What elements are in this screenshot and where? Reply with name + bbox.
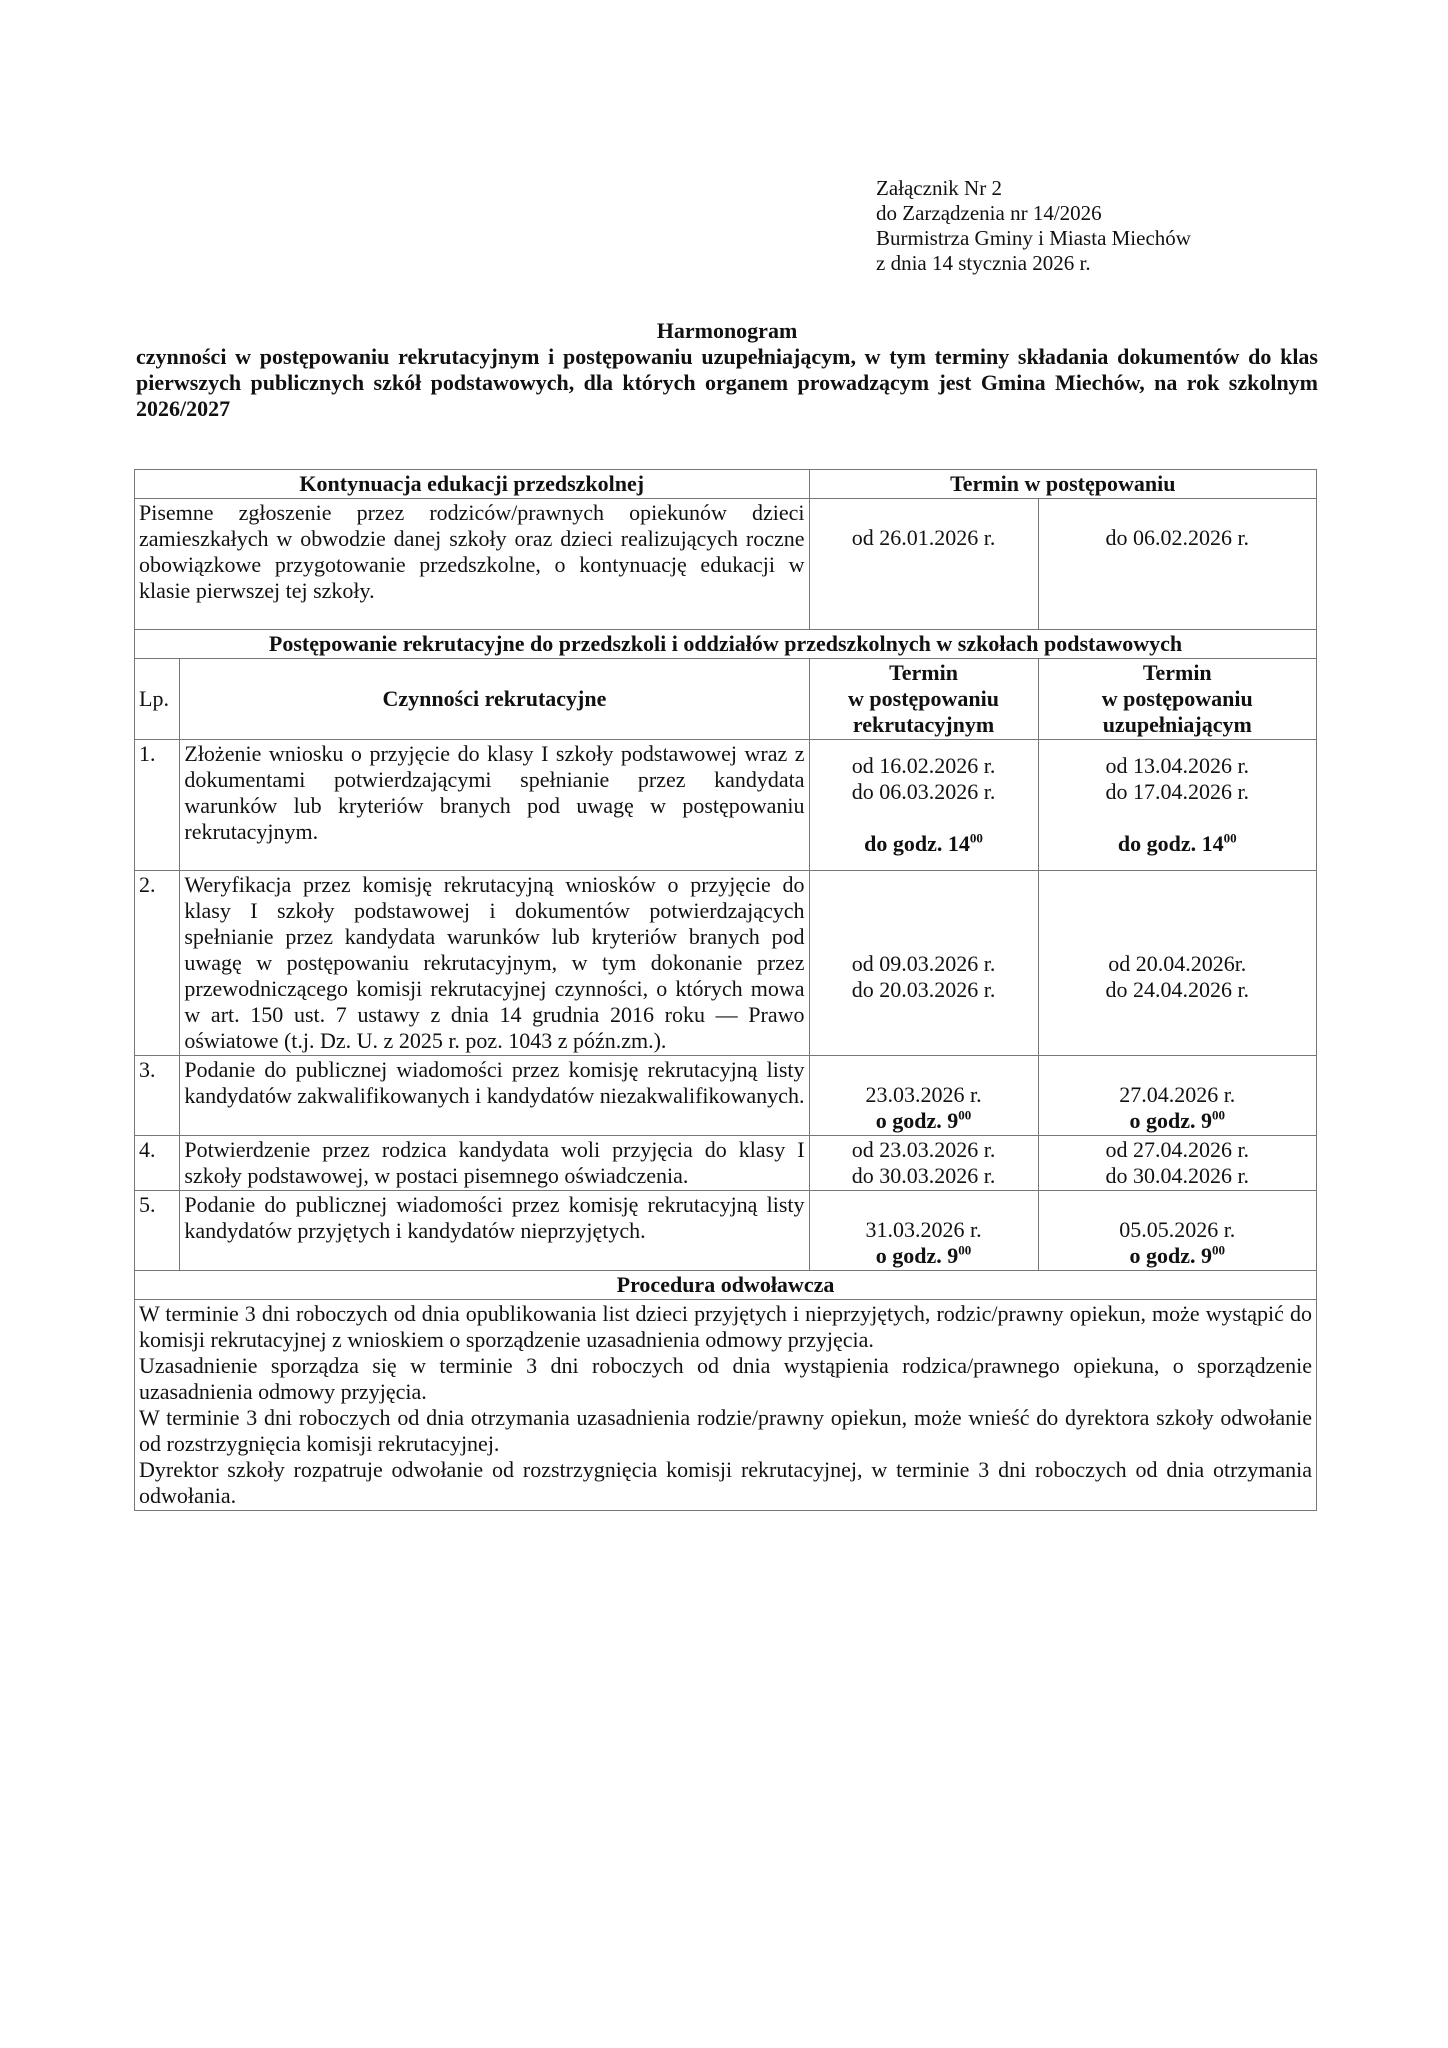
continuation-row — [135, 499, 1317, 630]
appeal-paragraph: W terminie 3 dni roboczych od dnia opublikowania list dzieci przyjętych i nieprzyjętych, rodzic/prawny opiekun, może wystąpić do komisji rekrutacyjnej z wnioskiem o sporządzenie uzasadnienia odmowy przyjęcia. — [139, 1301, 1312, 1352]
column-header-term-supplementary — [1038, 659, 1317, 740]
term-time: o godz. $9^{00}$ — [1129, 1107, 1225, 1133]
ordinance-reference: do Zarządzenia nr 14/2026 — [876, 201, 1102, 225]
appeal-paragraph: W terminie 3 dni roboczych od dnia otrzymania uzasadnienia rodzie/prawny opiekun, może wnieść do dyrektora szkoły odwołanie od rozstrzygnięcia komisji rekrutacyjnej. — [139, 1405, 1312, 1456]
table-row — [135, 1056, 1317, 1136]
column-header-lp: Lp. — [135, 659, 180, 740]
term-date: 31.03.2026 r. — [865, 1217, 982, 1242]
table-row — [135, 740, 1317, 871]
continuation-header-row — [135, 470, 1317, 499]
appeal-body-row — [135, 1300, 1317, 1511]
document-title: Harmonogram — [656, 318, 798, 343]
term-start: od 27.04.2026 r. — [1105, 1137, 1250, 1162]
continuation-date-to: do 06.02.2026 r. — [1038, 499, 1317, 630]
term-main-label-1: Termin — [889, 660, 958, 685]
term-start: od 16.02.2026 r. — [851, 753, 996, 778]
recruitment-header-row — [135, 659, 1317, 740]
row-number: 1. — [135, 740, 180, 871]
term-start: od 09.03.2026 r. — [851, 951, 996, 976]
row-activity: Złożenie wniosku o przyjęcie do klasy I szkoły podstawowej wraz z dokumentami potwierdzającymi spełnianie przez kandydata warunków lub kryteriów branych pod uwagę w postępowaniu rekrutacyjnym. — [180, 740, 809, 871]
row-number: 3. — [135, 1056, 180, 1136]
ordinance-date: z dnia 14 stycznia 2026 r. — [876, 251, 1091, 275]
issuing-authority: Burmistrza Gminy i Miasta Miechów — [876, 226, 1191, 250]
appeal-paragraph: Uzasadnienie sporządza się w terminie 3 dni roboczych od dnia wystąpienia rodzica/prawnego opiekuna, o sporządzenie uzasadnienia odmowy przyjęcia. — [139, 1353, 1312, 1404]
term-supp-label-2: w postępowaniu — [1101, 686, 1253, 711]
term-supp-label-3: uzupełniającym — [1102, 712, 1252, 737]
recruitment-section-title: Postępowanie rekrutacyjne do przedszkoli i oddziałów przedszkolnych w szkołach podstawowych — [135, 630, 1317, 659]
term-deadline-time: do godz. $14^{00}$ — [864, 830, 983, 856]
continuation-header: Kontynuacja edukacji przedszkolnej — [135, 470, 810, 499]
attachment-number: Załącznik Nr 2 — [876, 176, 1002, 200]
column-header-term-main — [809, 659, 1038, 740]
term-date: 23.03.2026 r. — [865, 1082, 982, 1107]
row-activity: Weryfikacja przez komisję rekrutacyjną wniosków o przyjęcie do klasy I szkoły podstawowej i dokumentów potwierdzających spełnianie przez kandydata warunków lub kryteriów branych pod uwagę w postępowaniu rekrutacyjnym, w tym dokonanie przez przewodniczącego komisji rekrutacyjnej czynności, o których mowa w art. 150 ust. 7 ustawy z dnia 14 grudnia 2016 roku — Prawo oświatowe (t.j. Dz. U. z 2025 r. poz. 1043 z późn.zm.). — [180, 871, 809, 1056]
row-activity: Podanie do publicznej wiadomości przez komisję rekrutacyjną listy kandydatów zakwalifikowanych i kandydatów niezakwalifikowanych. — [180, 1056, 809, 1136]
term-end: do 06.03.2026 r. — [851, 779, 996, 804]
row-term-main — [809, 871, 1038, 1056]
continuation-date-from: od 26.01.2026 r. — [809, 499, 1038, 630]
term-end: do 20.03.2026 r. — [851, 977, 996, 1002]
row-term-main — [809, 1136, 1038, 1191]
row-term-supplementary — [1038, 1136, 1317, 1191]
term-end: do 24.04.2026 r. — [1105, 977, 1250, 1002]
term-start: od 13.04.2026 r. — [1105, 753, 1250, 778]
term-end: do 30.03.2026 r. — [851, 1163, 996, 1188]
term-end: do 30.04.2026 r. — [1105, 1163, 1250, 1188]
term-start: od 23.03.2026 r. — [851, 1137, 996, 1162]
term-end: do 17.04.2026 r. — [1105, 779, 1250, 804]
row-number: 5. — [135, 1191, 180, 1271]
term-date: 05.05.2026 r. — [1119, 1217, 1236, 1242]
row-term-supplementary — [1038, 871, 1317, 1056]
appeal-procedure — [135, 1300, 1317, 1511]
row-term-main — [809, 740, 1038, 871]
term-time: o godz. $9^{00}$ — [875, 1107, 972, 1133]
row-number: 2. — [135, 871, 180, 1056]
term-time: o godz. $9^{00}$ — [1129, 1242, 1225, 1268]
term-supp-label-1: Termin — [1142, 660, 1212, 685]
row-activity: Podanie do publicznej wiadomości przez komisję rekrutacyjną listy kandydatów przyjętych i kandydatów nieprzyjętych. — [180, 1191, 809, 1271]
row-term-supplementary — [1038, 1056, 1317, 1136]
row-term-supplementary — [1038, 1191, 1317, 1271]
continuation-description: Pisemne zgłoszenie przez rodziców/prawnych opiekunów dzieci zamieszkałych w obwodzie danej szkoły oraz dzieci realizujących roczne obowiązkowe przygotowanie przedszkolne, o kontynuację edukacji w klasie pierwszej tej szkoły. — [135, 499, 810, 630]
row-term-supplementary — [1038, 740, 1317, 871]
row-term-main — [809, 1056, 1038, 1136]
term-main-label-2: w postępowaniu — [848, 686, 999, 711]
row-term-main — [809, 1191, 1038, 1271]
row-number: 4. — [135, 1136, 180, 1191]
document-title-block — [136, 318, 1318, 422]
appeal-paragraph: Dyrektor szkoły rozpatruje odwołanie od rozstrzygnięcia komisji rekrutacyjnej, w terminie 3 dni roboczych od dnia otrzymania odwołania. — [139, 1457, 1312, 1508]
row-activity: Potwierdzenie przez rodzica kandydata woli przyjęcia do klasy I szkoły podstawowej, w postaci pisemnego oświadczenia. — [180, 1136, 809, 1191]
term-main-label-3: rekrutacyjnym — [852, 712, 995, 737]
attachment-header — [876, 176, 1191, 276]
appeal-title: Procedura odwoławcza — [135, 1271, 1317, 1300]
column-header-activity: Czynności rekrutacyjne — [180, 659, 809, 740]
term-date: 27.04.2026 r. — [1119, 1082, 1236, 1107]
term-deadline-time: do godz. $14^{00}$ — [1117, 830, 1237, 856]
term-start: od 20.04.2026r. — [1108, 951, 1247, 976]
term-header: Termin w postępowaniu — [809, 470, 1316, 499]
appeal-header-row — [135, 1271, 1317, 1300]
recruitment-section-row — [135, 630, 1317, 659]
table-row — [135, 1191, 1317, 1271]
term-time: o godz. $9^{00}$ — [875, 1242, 972, 1268]
schedule-table — [134, 469, 1317, 1511]
table-row — [135, 1136, 1317, 1191]
document-subtitle: czynności w postępowaniu rekrutacyjnym i postępowaniu uzupełniającym, w tym terminy składania dokumentów do klas pierwszych publicznych szkół podstawowych, dla których organem prowadzącym jest Gmina Miechów, na rok szkolnym 2026/2027 — [136, 344, 1318, 421]
table-row — [135, 871, 1317, 1056]
